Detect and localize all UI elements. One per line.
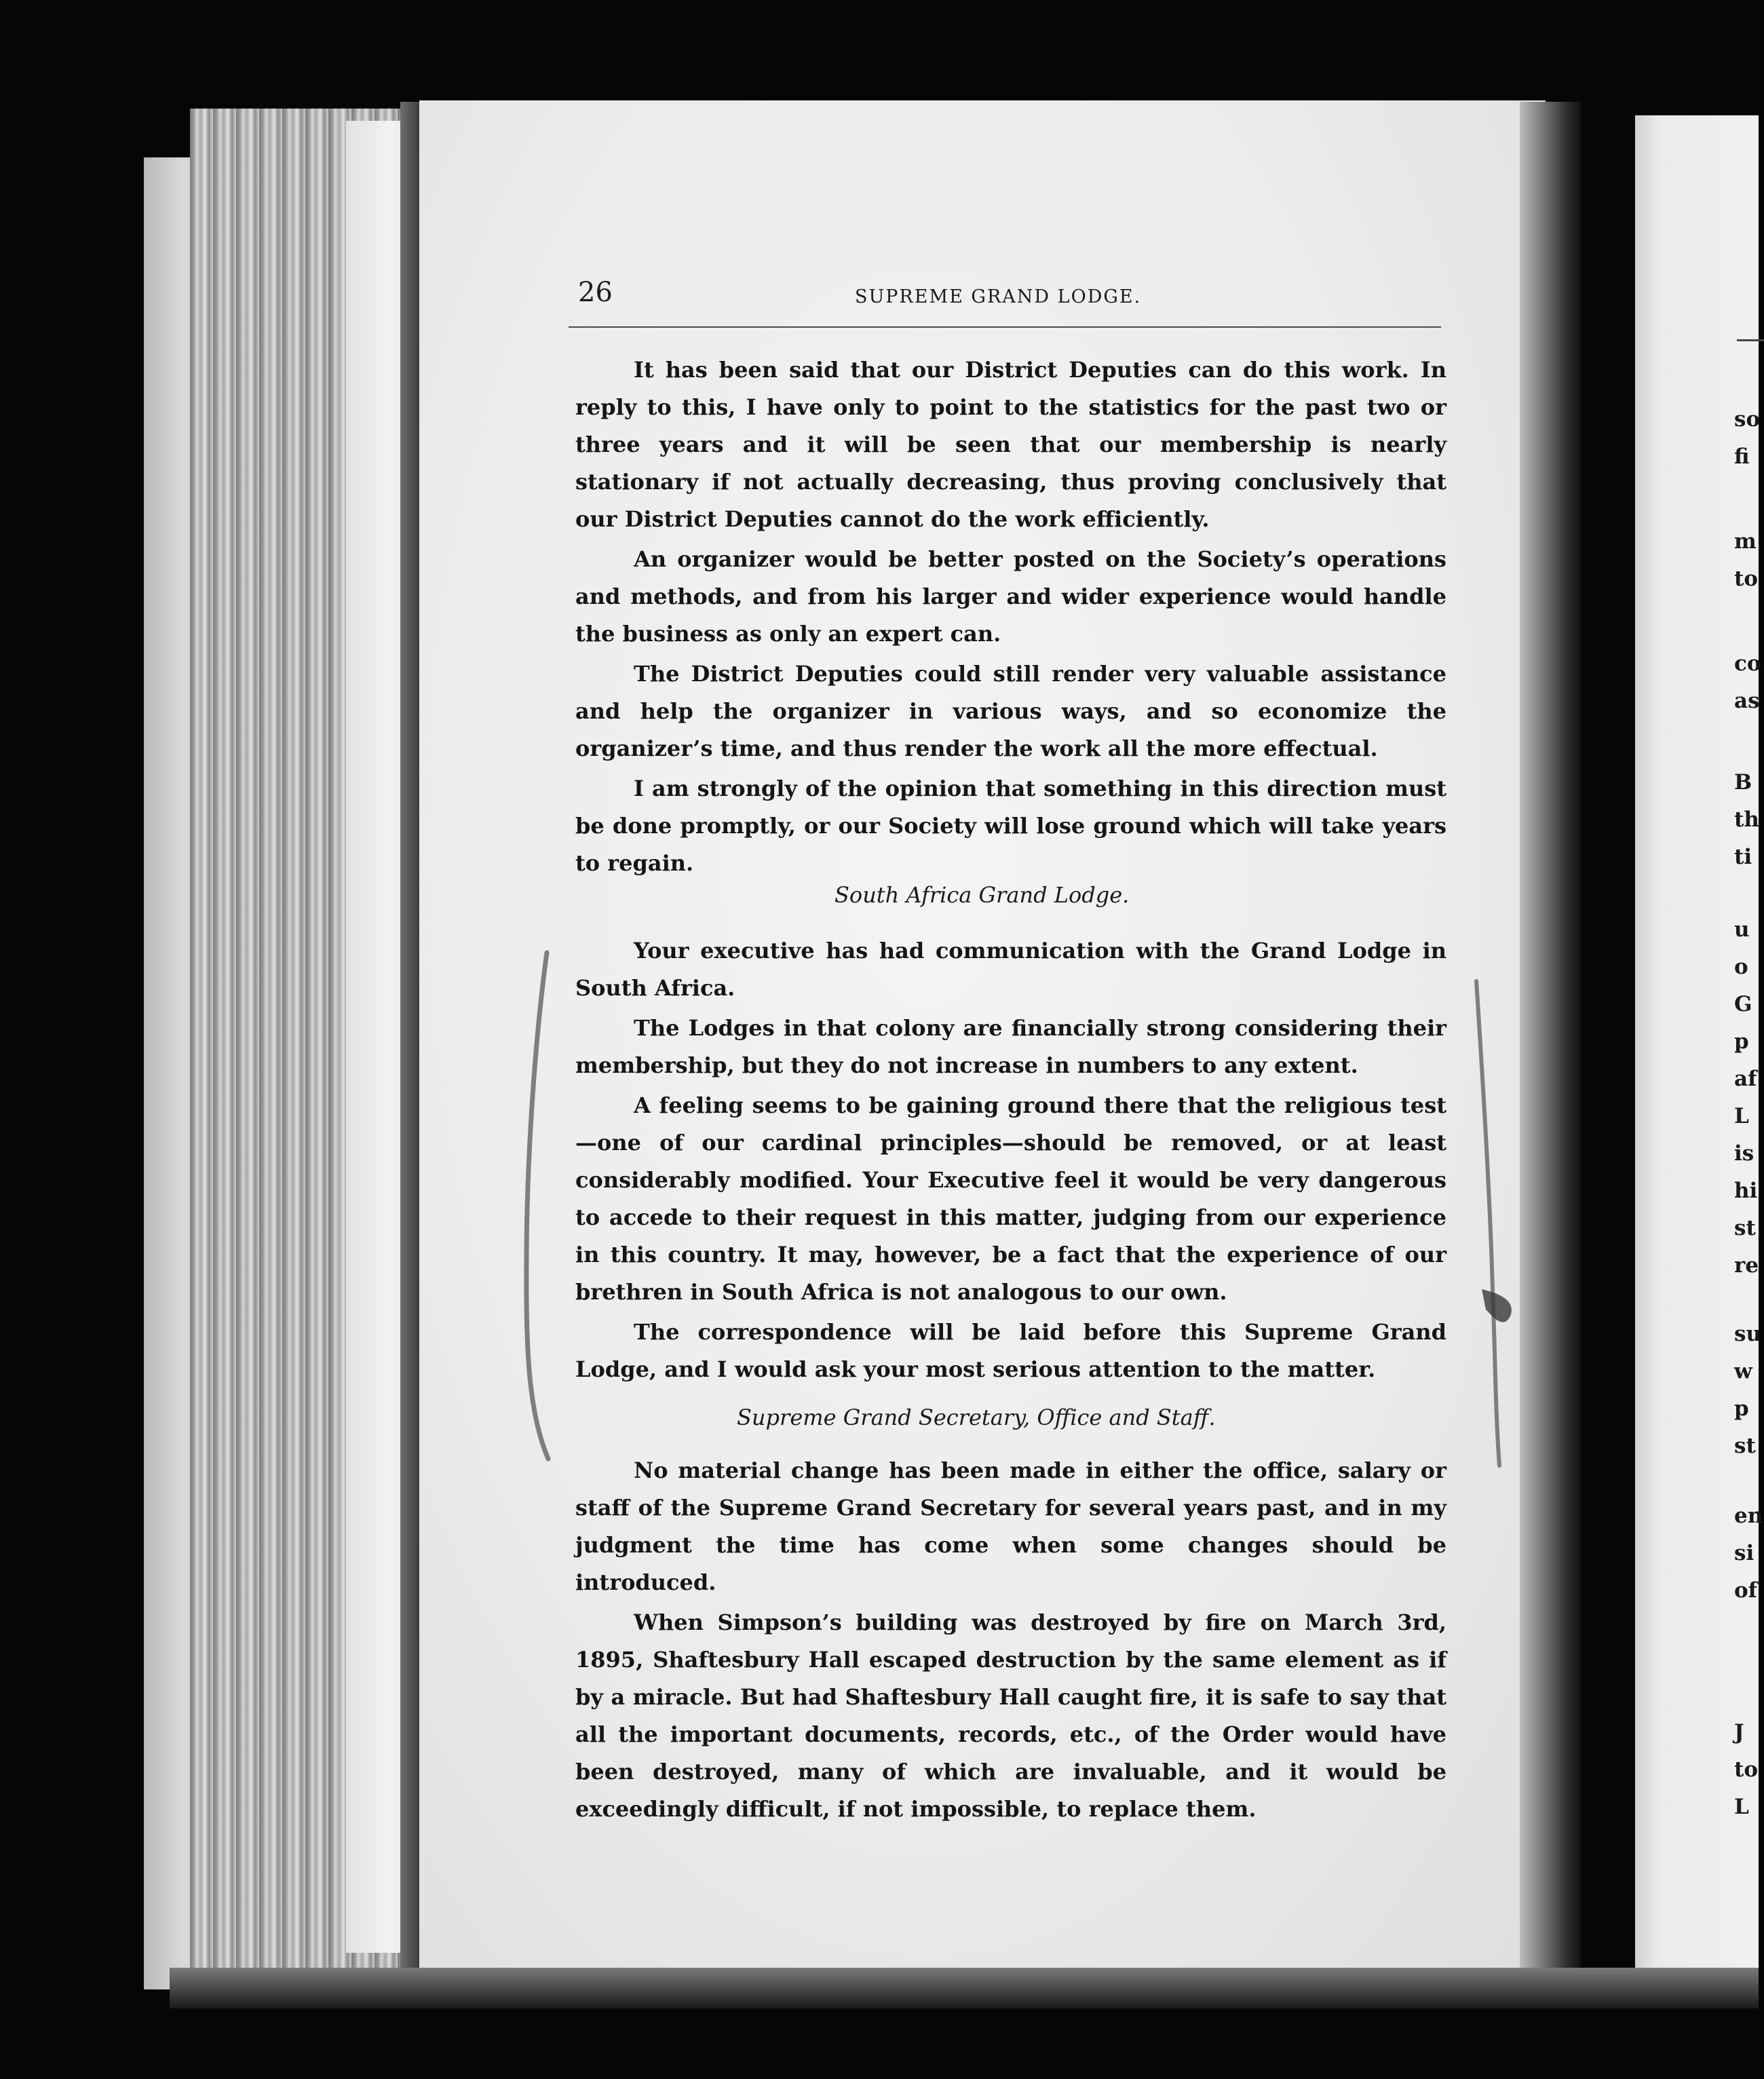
right-page-fragment: p bbox=[1734, 1396, 1749, 1421]
right-page-fragment: af bbox=[1734, 1067, 1757, 1091]
right-page-fragment: si bbox=[1734, 1541, 1755, 1565]
secretary-text bbox=[575, 1452, 1446, 1831]
stacked-page-edges bbox=[190, 109, 421, 1968]
paragraph: No material change has been made in either the office, salary or staff of the Supreme Grand Secretary for several years past, and in my judgment the time has come when some changes should be introduced. bbox=[575, 1457, 1446, 1595]
right-page-fragment: fi bbox=[1734, 444, 1750, 469]
right-page-fragment: th bbox=[1734, 807, 1759, 832]
right-page-fragment: ti bbox=[1734, 845, 1752, 869]
right-page-fragment: w bbox=[1734, 1359, 1752, 1384]
right-page-fragment: is bbox=[1734, 1141, 1755, 1166]
paragraph: An organizer would be better posted on the Society’s operations and methods, and from his larger and wider experience would handle the business as only an expert can. bbox=[575, 546, 1446, 647]
right-page-fragment: B bbox=[1734, 770, 1752, 795]
right-page-fragment: G bbox=[1734, 992, 1752, 1016]
right-page-fragment: st bbox=[1734, 1434, 1756, 1458]
paragraph: When Simpson’s building was destroyed by fire on March 3rd, 1895, Shaftesbury Hall escaped destruction by the same element as if by a miracle. But had Shaftesbury Hall caught fire, it is safe to say that all the important documents, records, etc., of the Order would have been destroyed, many of which are invaluable, and it would be exceedingly difficult, if not impossible, to replace them. bbox=[575, 1609, 1446, 1822]
paragraph: The Lodges in that colony are financially strong considering their membership, but they do not increase in numbers to any extent. bbox=[575, 1015, 1446, 1078]
paragraph: I am strongly of the opinion that something in this direction must be done promptly, or our Society will lose ground which will take years to regain. bbox=[575, 776, 1446, 876]
right-page-fragment: as bbox=[1734, 689, 1760, 713]
right-page-fragment: o bbox=[1734, 955, 1748, 979]
right-page-fragment: to bbox=[1734, 567, 1758, 591]
right-page-fragment: to bbox=[1734, 1757, 1758, 1782]
right-page-fragment: p bbox=[1734, 1029, 1749, 1054]
south-africa-text bbox=[575, 932, 1446, 1391]
right-page-fragment: co bbox=[1734, 651, 1761, 676]
intro-text bbox=[575, 351, 1446, 885]
right-page-fragment: L bbox=[1734, 1795, 1749, 1819]
paragraph: The District Deputies could still render very valuable assistance and help the organizer in various ways, and so economize the organizer’s time, and thus render the work all the more effectual. bbox=[575, 661, 1446, 761]
section-heading-south-africa: South Africa Grand Lodge. bbox=[835, 882, 1130, 908]
right-page-fragment: m bbox=[1734, 529, 1757, 554]
page-number: 26 bbox=[578, 277, 613, 308]
right-page-fragment: st bbox=[1734, 1216, 1756, 1240]
paragraph: Your executive has had communication with the Grand Lodge in South Africa. bbox=[575, 938, 1446, 1001]
running-head-title: SUPREME GRAND LODGE. bbox=[855, 286, 1142, 307]
right-page-fragment: L bbox=[1734, 1104, 1749, 1128]
section-heading-secretary: Supreme Grand Secretary, Office and Staff. bbox=[737, 1405, 1216, 1430]
right-page-fragment: en bbox=[1734, 1504, 1763, 1528]
right-page-fragment: J bbox=[1734, 1720, 1744, 1744]
book-gutter bbox=[1520, 102, 1581, 1975]
head-rule bbox=[569, 326, 1441, 328]
right-page-fragment: u bbox=[1734, 917, 1750, 942]
paragraph: It has been said that our District Deputies can do this work. In reply to this, I have only to point to the statistics for the past two or three years and it will be seen that our membership is nearly stationary if not actually decreasing, thus proving conclusively that our District Deputies cannot do the work efficiently. bbox=[575, 357, 1446, 532]
right-page-fragment: hi bbox=[1734, 1179, 1758, 1203]
running-head bbox=[578, 277, 1440, 318]
page-edge-shadow bbox=[400, 102, 421, 1975]
right-page-fragment: so bbox=[1734, 407, 1761, 432]
book-bottom-edge bbox=[170, 1968, 1759, 2008]
right-page-fragment: re bbox=[1734, 1253, 1759, 1278]
paragraph: A feeling seems to be gaining ground there that the religious test —one of our cardinal principles—should be removed, or at least considerably modified. Your Executive feel it would be very dangerous to accede to their request in this matter, judging from our experience in this country. It may, however, be a fact that the experience of our brethren in South Africa is not analogous to our own. bbox=[575, 1092, 1446, 1305]
right-page-fragment: su bbox=[1734, 1322, 1761, 1346]
paragraph: The correspondence will be laid before this Supreme Grand Lodge, and I would ask your most serious attention to the matter. bbox=[575, 1319, 1446, 1382]
right-page-head-rule bbox=[1737, 339, 1764, 341]
right-page-fragment: of bbox=[1734, 1578, 1758, 1603]
